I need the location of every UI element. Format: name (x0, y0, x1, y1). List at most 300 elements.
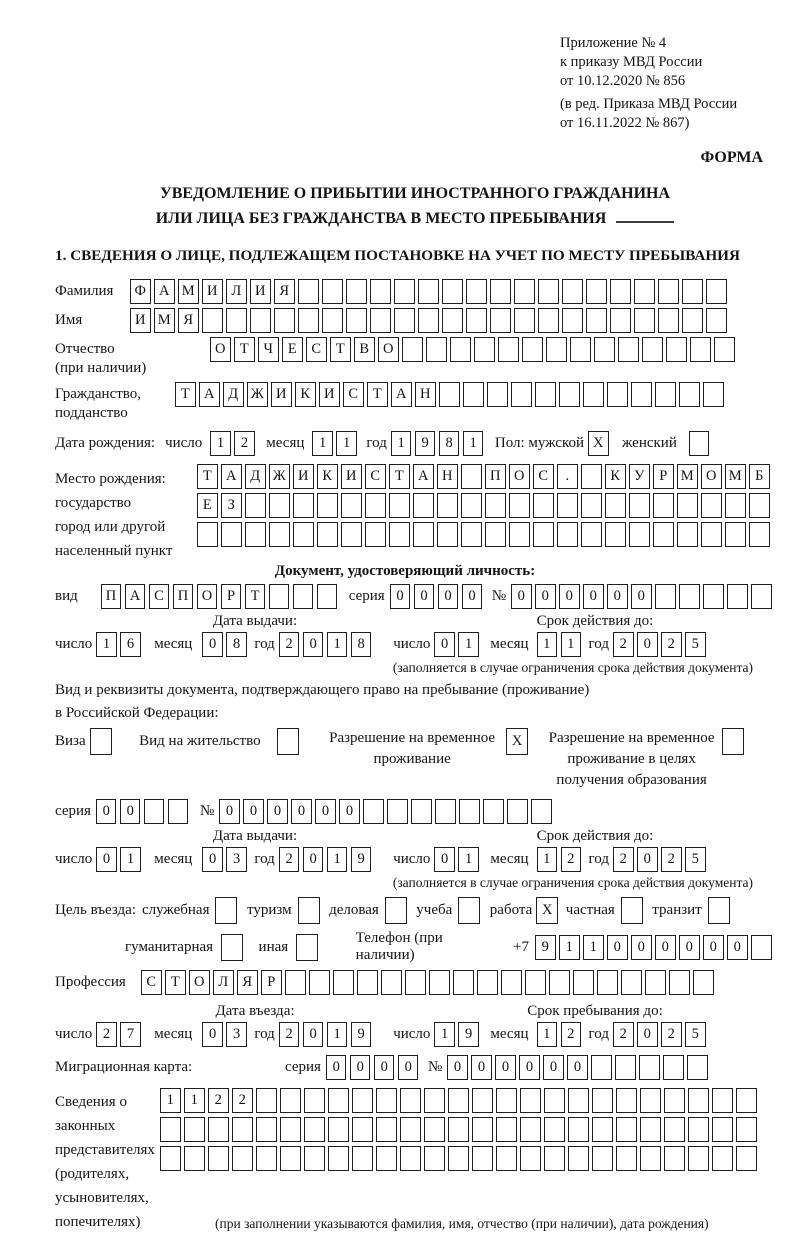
form-cell[interactable] (298, 308, 319, 333)
form-cell[interactable] (256, 1117, 277, 1142)
form-cell[interactable]: 0 (243, 799, 264, 824)
form-cell[interactable]: 0 (267, 799, 288, 824)
form-cell[interactable] (703, 584, 724, 609)
form-cell[interactable]: Я (274, 279, 295, 304)
form-cell[interactable] (437, 493, 458, 518)
form-cell[interactable] (581, 464, 602, 489)
form-cell[interactable]: П (101, 584, 122, 609)
form-cell[interactable]: 0 (535, 584, 556, 609)
form-cell[interactable] (448, 1088, 469, 1113)
form-cell[interactable]: Ч (258, 337, 279, 362)
form-cell[interactable] (666, 337, 687, 362)
form-cell[interactable]: 1 (458, 632, 479, 657)
form-cell[interactable]: Д (223, 382, 244, 407)
form-cell[interactable] (581, 522, 602, 547)
form-cell[interactable] (202, 308, 223, 333)
form-cell[interactable] (293, 493, 314, 518)
form-cell[interactable] (677, 493, 698, 518)
form-cell[interactable] (394, 279, 415, 304)
form-cell[interactable]: З (221, 493, 242, 518)
form-cell[interactable] (520, 1088, 541, 1113)
form-cell[interactable]: 0 (447, 1055, 468, 1080)
form-cell[interactable]: 0 (303, 632, 324, 657)
form-cell[interactable]: 0 (202, 1022, 223, 1047)
form-cell[interactable] (496, 1117, 517, 1142)
form-cell[interactable] (549, 970, 570, 995)
form-cell[interactable] (573, 970, 594, 995)
form-cell[interactable]: Т (367, 382, 388, 407)
form-cell[interactable]: 0 (434, 632, 455, 657)
form-cell[interactable] (250, 308, 271, 333)
form-cell[interactable] (533, 493, 554, 518)
form-cell[interactable]: 2 (279, 632, 300, 657)
form-cell[interactable]: О (378, 337, 399, 362)
form-cell[interactable]: 0 (303, 1022, 324, 1047)
form-cell[interactable]: 0 (559, 584, 580, 609)
form-cell[interactable] (621, 897, 643, 924)
form-cell[interactable]: 7 (120, 1022, 141, 1047)
form-cell[interactable] (280, 1117, 301, 1142)
form-cell[interactable] (629, 493, 650, 518)
form-cell[interactable]: А (413, 464, 434, 489)
form-cell[interactable] (322, 279, 343, 304)
form-cell[interactable]: 1 (336, 431, 357, 456)
form-cell[interactable]: С (343, 382, 364, 407)
form-cell[interactable] (400, 1146, 421, 1171)
form-cell[interactable] (520, 1117, 541, 1142)
form-cell[interactable] (679, 584, 700, 609)
form-cell[interactable] (557, 493, 578, 518)
form-cell[interactable]: 0 (326, 1055, 347, 1080)
form-cell[interactable] (557, 522, 578, 547)
form-cell[interactable]: И (130, 308, 151, 333)
form-cell[interactable]: А (199, 382, 220, 407)
form-cell[interactable] (317, 584, 338, 609)
form-cell[interactable]: Р (221, 584, 242, 609)
form-cell[interactable]: 0 (495, 1055, 516, 1080)
form-cell[interactable] (309, 970, 330, 995)
form-cell[interactable]: 0 (374, 1055, 395, 1080)
form-cell[interactable]: 8 (226, 632, 247, 657)
form-cell[interactable]: Д (245, 464, 266, 489)
form-cell[interactable]: С (533, 464, 554, 489)
form-cell[interactable]: М (178, 279, 199, 304)
form-cell[interactable] (341, 522, 362, 547)
form-cell[interactable] (708, 897, 730, 924)
form-cell[interactable] (629, 522, 650, 547)
form-cell[interactable]: 3 (226, 847, 247, 872)
form-cell[interactable]: 0 (607, 935, 628, 960)
form-cell[interactable]: 0 (637, 1022, 658, 1047)
form-cell[interactable]: 2 (279, 847, 300, 872)
form-cell[interactable] (701, 493, 722, 518)
form-cell[interactable]: 1 (391, 431, 412, 456)
form-cell[interactable] (586, 279, 607, 304)
form-cell[interactable] (352, 1117, 373, 1142)
form-cell[interactable] (317, 522, 338, 547)
form-cell[interactable] (232, 1117, 253, 1142)
form-cell[interactable]: 8 (439, 431, 460, 456)
form-cell[interactable] (474, 337, 495, 362)
form-cell[interactable]: М (725, 464, 746, 489)
form-cell[interactable] (400, 1088, 421, 1113)
form-cell[interactable]: 6 (120, 632, 141, 657)
form-cell[interactable]: 1 (537, 847, 558, 872)
form-cell[interactable] (690, 337, 711, 362)
form-cell[interactable]: 2 (661, 847, 682, 872)
form-cell[interactable] (634, 308, 655, 333)
form-cell[interactable] (448, 1146, 469, 1171)
form-cell[interactable]: 0 (202, 847, 223, 872)
form-cell[interactable] (304, 1117, 325, 1142)
form-cell[interactable] (592, 1117, 613, 1142)
form-cell[interactable]: Я (237, 970, 258, 995)
form-cell[interactable] (658, 308, 679, 333)
form-cell[interactable] (514, 279, 535, 304)
form-cell[interactable]: М (154, 308, 175, 333)
form-cell[interactable] (197, 522, 218, 547)
form-cell[interactable] (277, 728, 299, 755)
form-cell[interactable] (509, 522, 530, 547)
form-cell[interactable] (490, 279, 511, 304)
form-cell[interactable] (570, 337, 591, 362)
form-cell[interactable] (389, 522, 410, 547)
form-cell[interactable]: 9 (351, 847, 372, 872)
form-cell[interactable] (466, 308, 487, 333)
form-cell[interactable] (653, 522, 674, 547)
form-cell[interactable]: 0 (303, 847, 324, 872)
form-cell[interactable]: Т (234, 337, 255, 362)
form-cell[interactable] (687, 1055, 708, 1080)
form-cell[interactable]: 3 (226, 1022, 247, 1047)
form-cell[interactable] (538, 279, 559, 304)
form-cell[interactable] (487, 382, 508, 407)
form-cell[interactable] (688, 1117, 709, 1142)
form-cell[interactable]: 0 (390, 584, 411, 609)
form-cell[interactable]: 0 (637, 847, 658, 872)
form-cell[interactable] (610, 279, 631, 304)
form-cell[interactable]: И (293, 464, 314, 489)
form-cell[interactable] (424, 1088, 445, 1113)
form-cell[interactable] (184, 1117, 205, 1142)
form-cell[interactable] (363, 799, 384, 824)
form-cell[interactable]: В (354, 337, 375, 362)
form-cell[interactable] (658, 279, 679, 304)
form-cell[interactable]: И (271, 382, 292, 407)
form-cell[interactable] (376, 1088, 397, 1113)
form-cell[interactable] (677, 522, 698, 547)
form-cell[interactable] (293, 584, 314, 609)
form-cell[interactable] (328, 1117, 349, 1142)
form-cell[interactable] (413, 493, 434, 518)
form-cell[interactable]: 1 (327, 632, 348, 657)
form-cell[interactable]: А (125, 584, 146, 609)
form-cell[interactable] (559, 382, 580, 407)
form-cell[interactable] (389, 493, 410, 518)
form-cell[interactable] (328, 1088, 349, 1113)
form-cell[interactable]: 0 (350, 1055, 371, 1080)
form-cell[interactable] (520, 1146, 541, 1171)
form-cell[interactable] (616, 1146, 637, 1171)
form-cell[interactable]: 0 (655, 935, 676, 960)
form-cell[interactable]: 2 (561, 1022, 582, 1047)
form-cell[interactable] (605, 493, 626, 518)
form-cell[interactable] (413, 522, 434, 547)
form-cell[interactable]: К (295, 382, 316, 407)
form-cell[interactable]: 0 (202, 632, 223, 657)
form-cell[interactable]: 0 (583, 584, 604, 609)
form-cell[interactable] (714, 337, 735, 362)
form-cell[interactable]: 0 (291, 799, 312, 824)
form-cell[interactable]: 1 (327, 847, 348, 872)
form-cell[interactable]: С (306, 337, 327, 362)
form-cell[interactable]: Ж (269, 464, 290, 489)
form-cell[interactable] (221, 522, 242, 547)
form-cell[interactable]: Т (389, 464, 410, 489)
form-cell[interactable]: 2 (234, 431, 255, 456)
form-cell[interactable] (664, 1117, 685, 1142)
form-cell[interactable]: 1 (537, 632, 558, 657)
form-cell[interactable]: 0 (631, 584, 652, 609)
form-cell[interactable] (463, 382, 484, 407)
form-cell[interactable] (653, 493, 674, 518)
form-cell[interactable] (328, 1146, 349, 1171)
form-cell[interactable] (621, 970, 642, 995)
form-cell[interactable] (245, 522, 266, 547)
form-cell[interactable] (751, 584, 772, 609)
form-cell[interactable]: 2 (96, 1022, 117, 1047)
form-cell[interactable] (269, 522, 290, 547)
form-cell[interactable]: 0 (120, 799, 141, 824)
form-cell[interactable] (304, 1088, 325, 1113)
form-cell[interactable]: 1 (327, 1022, 348, 1047)
form-cell[interactable] (485, 522, 506, 547)
form-cell[interactable] (400, 1117, 421, 1142)
form-cell[interactable] (498, 337, 519, 362)
form-cell[interactable]: Я (178, 308, 199, 333)
form-cell[interactable]: О (197, 584, 218, 609)
form-cell[interactable] (280, 1146, 301, 1171)
form-cell[interactable]: Н (415, 382, 436, 407)
form-cell[interactable]: 0 (679, 935, 700, 960)
form-cell[interactable]: 0 (631, 935, 652, 960)
form-cell[interactable]: 0 (637, 632, 658, 657)
form-cell[interactable] (511, 382, 532, 407)
form-cell[interactable]: 2 (232, 1088, 253, 1113)
form-cell[interactable]: Т (165, 970, 186, 995)
form-cell[interactable]: 9 (458, 1022, 479, 1047)
form-cell[interactable]: 0 (703, 935, 724, 960)
form-cell[interactable] (256, 1146, 277, 1171)
form-cell[interactable] (725, 522, 746, 547)
form-cell[interactable]: Ф (130, 279, 151, 304)
form-cell[interactable] (477, 970, 498, 995)
form-cell[interactable] (712, 1088, 733, 1113)
form-cell[interactable] (639, 1055, 660, 1080)
form-cell[interactable] (592, 1146, 613, 1171)
form-cell[interactable] (160, 1117, 181, 1142)
form-cell[interactable]: 9 (535, 935, 556, 960)
form-cell[interactable] (507, 799, 528, 824)
form-cell[interactable] (664, 1146, 685, 1171)
form-cell[interactable]: X (506, 728, 528, 755)
form-cell[interactable] (616, 1088, 637, 1113)
form-cell[interactable] (144, 799, 165, 824)
form-cell[interactable] (304, 1146, 325, 1171)
form-cell[interactable] (610, 308, 631, 333)
form-cell[interactable]: И (319, 382, 340, 407)
form-cell[interactable] (296, 934, 318, 961)
form-cell[interactable] (616, 1117, 637, 1142)
form-cell[interactable] (533, 522, 554, 547)
form-cell[interactable]: Б (749, 464, 770, 489)
form-cell[interactable]: X (536, 897, 558, 924)
form-cell[interactable] (688, 1146, 709, 1171)
form-cell[interactable]: 1 (120, 847, 141, 872)
form-cell[interactable] (221, 934, 243, 961)
form-cell[interactable] (509, 493, 530, 518)
form-cell[interactable] (429, 970, 450, 995)
form-cell[interactable]: 0 (96, 847, 117, 872)
form-cell[interactable] (642, 337, 663, 362)
form-cell[interactable] (269, 493, 290, 518)
form-cell[interactable]: С (149, 584, 170, 609)
form-cell[interactable]: О (701, 464, 722, 489)
form-cell[interactable]: 8 (351, 632, 372, 657)
form-cell[interactable] (535, 382, 556, 407)
form-cell[interactable] (365, 493, 386, 518)
form-cell[interactable] (483, 799, 504, 824)
form-cell[interactable] (352, 1088, 373, 1113)
form-cell[interactable] (594, 337, 615, 362)
form-cell[interactable] (448, 1117, 469, 1142)
form-cell[interactable] (736, 1117, 757, 1142)
form-cell[interactable]: 1 (96, 632, 117, 657)
form-cell[interactable] (749, 522, 770, 547)
form-cell[interactable] (293, 522, 314, 547)
form-cell[interactable] (461, 493, 482, 518)
form-cell[interactable]: 2 (208, 1088, 229, 1113)
form-cell[interactable] (679, 382, 700, 407)
form-cell[interactable]: С (141, 970, 162, 995)
form-cell[interactable] (664, 1088, 685, 1113)
form-cell[interactable] (424, 1117, 445, 1142)
form-cell[interactable]: 0 (434, 847, 455, 872)
form-cell[interactable] (341, 493, 362, 518)
form-cell[interactable]: О (509, 464, 530, 489)
form-cell[interactable] (346, 308, 367, 333)
form-cell[interactable]: . (557, 464, 578, 489)
form-cell[interactable] (370, 279, 391, 304)
form-cell[interactable]: 0 (339, 799, 360, 824)
form-cell[interactable]: 0 (462, 584, 483, 609)
form-cell[interactable] (749, 493, 770, 518)
form-cell[interactable] (722, 728, 744, 755)
form-cell[interactable]: 0 (567, 1055, 588, 1080)
form-cell[interactable]: 1 (312, 431, 333, 456)
form-cell[interactable] (405, 970, 426, 995)
form-cell[interactable]: 0 (414, 584, 435, 609)
form-cell[interactable] (568, 1088, 589, 1113)
form-cell[interactable]: Л (226, 279, 247, 304)
form-cell[interactable] (385, 897, 407, 924)
form-cell[interactable] (357, 970, 378, 995)
form-cell[interactable] (424, 1146, 445, 1171)
form-cell[interactable] (682, 279, 703, 304)
form-cell[interactable] (538, 308, 559, 333)
form-cell[interactable] (631, 382, 652, 407)
form-cell[interactable]: 9 (351, 1022, 372, 1047)
form-cell[interactable] (168, 799, 189, 824)
form-cell[interactable]: 2 (661, 632, 682, 657)
form-cell[interactable]: 1 (210, 431, 231, 456)
form-cell[interactable]: 2 (613, 1022, 634, 1047)
form-cell[interactable]: У (629, 464, 650, 489)
form-cell[interactable] (402, 337, 423, 362)
form-cell[interactable]: С (365, 464, 386, 489)
form-cell[interactable]: Е (197, 493, 218, 518)
form-cell[interactable]: К (605, 464, 626, 489)
form-cell[interactable] (496, 1146, 517, 1171)
form-cell[interactable] (727, 584, 748, 609)
form-cell[interactable] (232, 1146, 253, 1171)
form-cell[interactable] (269, 584, 290, 609)
form-cell[interactable] (490, 308, 511, 333)
form-cell[interactable]: Т (197, 464, 218, 489)
form-cell[interactable]: И (341, 464, 362, 489)
form-cell[interactable] (387, 799, 408, 824)
form-cell[interactable] (514, 308, 535, 333)
form-cell[interactable]: 5 (685, 1022, 706, 1047)
form-cell[interactable] (453, 970, 474, 995)
form-cell[interactable]: 2 (613, 632, 634, 657)
form-cell[interactable]: П (485, 464, 506, 489)
form-cell[interactable] (682, 308, 703, 333)
form-cell[interactable] (663, 1055, 684, 1080)
form-cell[interactable]: 0 (543, 1055, 564, 1080)
form-cell[interactable] (280, 1088, 301, 1113)
form-cell[interactable] (544, 1146, 565, 1171)
form-cell[interactable] (531, 799, 552, 824)
form-cell[interactable] (544, 1117, 565, 1142)
form-cell[interactable] (640, 1117, 661, 1142)
form-cell[interactable]: О (189, 970, 210, 995)
form-cell[interactable]: Е (282, 337, 303, 362)
form-cell[interactable]: 0 (727, 935, 748, 960)
form-cell[interactable] (442, 279, 463, 304)
form-cell[interactable]: 1 (458, 847, 479, 872)
form-cell[interactable]: 1 (160, 1088, 181, 1113)
form-cell[interactable] (522, 337, 543, 362)
form-cell[interactable]: Л (213, 970, 234, 995)
form-cell[interactable]: 0 (398, 1055, 419, 1080)
form-cell[interactable] (352, 1146, 373, 1171)
form-cell[interactable] (437, 522, 458, 547)
form-cell[interactable] (461, 522, 482, 547)
form-cell[interactable] (208, 1117, 229, 1142)
form-cell[interactable] (485, 493, 506, 518)
form-cell[interactable] (712, 1117, 733, 1142)
form-cell[interactable] (442, 308, 463, 333)
form-cell[interactable] (215, 897, 237, 924)
form-cell[interactable] (376, 1117, 397, 1142)
form-cell[interactable] (459, 799, 480, 824)
form-cell[interactable]: 0 (96, 799, 117, 824)
form-cell[interactable]: 1 (537, 1022, 558, 1047)
form-cell[interactable] (645, 970, 666, 995)
form-cell[interactable]: X (588, 431, 609, 456)
form-cell[interactable] (605, 522, 626, 547)
